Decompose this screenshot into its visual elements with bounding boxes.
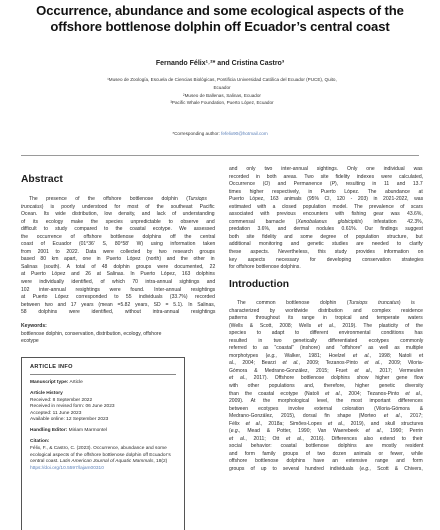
affiliation-line: ¹Museo de Zoología, Escuela de Ciencias Biológicas, Pontificia Universidad Católica del Ecuador (PUCE), Quito, (107, 77, 337, 82)
history-revised: Received in revised form: 06 June 2023 (30, 404, 115, 410)
corresponding-email-link[interactable]: fefelix90@hotmail.com (221, 131, 268, 136)
history-accepted: Accepted: 11 June 2023 (30, 410, 82, 416)
introduction-body (229, 300, 423, 474)
text-line: Félix et al., 2018a; Simões-Lopes et al., 2019), and skull structures (229, 420, 424, 427)
history-label: Article History (30, 390, 63, 396)
text-line: morphotypes (e.g., Walker, 1981; Hoelzel et al., 1998; Natoli et (229, 352, 424, 359)
text-line: difficult to study compared to the coastal ecotype. We assessed (21, 226, 216, 233)
text-line: between ecotypes involve external coloration (Viloria-Gómora & (229, 405, 424, 412)
text-line: both site fidelity and some degree of population structure, but (229, 233, 423, 240)
text-line: Gómora & Medrano-González, 2015; Fruet et al., 2017; Vermeulen (229, 367, 424, 374)
text-line: from 2001 to 2022. Data were collected by two research groups (21, 248, 215, 255)
text-line: than the coastal ecotype (Natoli et al., 2004; Tezanos-Pinto et al., (229, 390, 423, 397)
text-line: species to adapt to different environmental conditions has (229, 330, 423, 337)
text-line: 58 dolphins were identified, without intra-annual resightings (21, 309, 216, 316)
handling-editor-label: Handling Editor: (30, 428, 68, 434)
abstract-body (21, 196, 215, 317)
text-line: at Puerto López and 26 at Salinas. In Puerto López, 163 dolphins (21, 271, 215, 278)
text-line: Puerto López, 163 animals (95% CI, 120 - 203) in 2021-2022, was (229, 196, 424, 203)
text-line: additional monitoring and genetic studies are needed to clarify (229, 241, 423, 248)
text-line: Occurrence (O) and Permanence (P), resulting in 11 and 13.7 (229, 181, 423, 188)
text-line: key aspects necessary for developing conservation strategies (229, 256, 424, 263)
handling-editor-value: Miriam Marmontel (67, 428, 108, 434)
keywords-line: ecotype (21, 338, 39, 345)
text-line: with other populations and, therefore, higher genetic diversity (229, 383, 424, 390)
text-line: Medrano-González, 2015), dorsal fin shape (Morteo et al., 2017; (229, 413, 423, 420)
paper-title-line: offshore bottlenose dolphin off Ecuador’s central coast (50, 19, 390, 34)
keywords-block (21, 323, 215, 346)
text-line: Salinas (south). A total of 48 dolphin groups were documented, 22 (21, 263, 216, 270)
text-line: were individually identified, of which 70 intra-annual sightings and (21, 279, 216, 286)
text-line: and only two inter-annual sightings. Only one individual was (229, 166, 423, 172)
text-line: based 80 km apart, one in Puerto López (north) and the other in (21, 256, 215, 263)
abstract-heading: Abstract (21, 174, 63, 185)
text-line: predation 3.6%, and dermal nodules 0.61%. Our findings suggest (229, 226, 423, 233)
history-online: Available online: 12 September 2023 (30, 417, 109, 423)
affiliation-line: Ecuador (213, 84, 231, 90)
text-line: associated with previous encounters with fishing gear was 43.6%, (229, 211, 423, 218)
text-line: 2009). At the morphological level, the most important differences (229, 398, 423, 405)
affiliations (92, 76, 352, 107)
text-line: referred to as “coastal” (inshore) and “offshore” as well as multiple (229, 345, 424, 352)
text-line: et al., 2011; Ott et al., 2016). Differences also extend to their (229, 435, 423, 442)
text-line: offshore bottlenose dolphins have an extensive range and form (229, 458, 423, 465)
text-line: commensal barnacle (Xenobalanus globicipitis) infestation 42.3%, (229, 218, 424, 225)
text-line: Ocean. Its wide distribution, low density, and lack of understanding (21, 211, 215, 218)
citation-doi-link[interactable]: https://doi.org/10.5597/lajam00310 (30, 465, 104, 471)
text-line: resulted in two genetically differentiated ecotypes commonly (229, 337, 424, 344)
text-line: The common bottlenose dolphin (Tursiops truncatus) is (237, 300, 415, 306)
text-line: characterized by worldwide distribution and complex residence (229, 307, 423, 314)
citation-line: ecological aspects of the offshore bottlenose dolphin off Ecuador’s (30, 452, 171, 458)
text-line: (Wells & Scott, 2008; Wells et al., 2019). The plasticity of the (229, 322, 423, 329)
author-list: Fernando Félix¹˒²* and Cristina Castro³ (155, 60, 285, 67)
text-line: recorded in both areas. Two site fidelity indexes were calculated, (229, 173, 424, 180)
text-line: (e.g., Mead & Potter, 1990; Van Waerebeek et al., 1990; Perrin (229, 428, 424, 435)
text-line: groups of up to several hundred individuals (e.g., Scott & Chivers, (229, 466, 423, 473)
paper-title (0, 3, 440, 35)
paper-title-line: Occurrence, abundance and some ecological aspects of the (36, 3, 404, 18)
text-line: for offshore bottlenose dolphins. (229, 264, 301, 271)
text-line: social behavior: coastal bottlenose dolphins are mostly resident (229, 443, 424, 450)
introduction-heading: Introduction (229, 279, 290, 290)
citation-line: central coast. Latin American Journal of Aquatic Mammals, 18(2) (30, 459, 168, 465)
text-line: patterns throughout its range in tropical and temperate waters (229, 315, 423, 322)
affiliation-line: ²Museo de Ballenas, Salinas, Ecuador (183, 92, 261, 98)
keywords-label: Keywords: (21, 323, 47, 329)
text-line: the occurrence of offshore bottlenose dolphins off the central (21, 233, 216, 240)
text-line: between two and 17 years (mean =5.82 years, SD = 5.1). In Salinas, (21, 301, 216, 308)
text-line: coast of Ecuador (01°36′ S, 80°58′ W) using information taken (21, 241, 216, 248)
text-line: et al., 2017). Offshore bottlenose dolphins show higher gene flow (229, 375, 424, 382)
article-info-box (21, 357, 185, 530)
citation-label: Citation: (30, 439, 50, 445)
text-line: truncatus) is poorly understood for most of the southeast Pacific (21, 203, 215, 210)
text-line: times higher respectively, in Puerto López. The abundance at (229, 188, 423, 195)
citation-line: Félix, F., & Castro, C. (2023). Occurrence, abundance and some (30, 445, 167, 451)
corresponding-author (0, 131, 440, 136)
text-line: estimated with a closed population model. The prevalence of scars (229, 203, 423, 210)
text-line: these aspects. Nevertheless, this study provides information on (229, 249, 424, 256)
text-line: al., 2004; Bearzi et al., 2009; Tezanos-Pinto et al., 2009; Viloria- (229, 360, 424, 367)
keywords-line: bottlenose dolphin, conservation, distribution, ecology, offshore (21, 330, 162, 337)
manuscript-type (30, 380, 176, 387)
affiliation-line: ³Pacific Whale Foundation, Puerto López, Ecuador (170, 100, 274, 106)
text-line: and form family groups of two dozen animals or fewer, while (229, 450, 423, 457)
text-line: of its ecology make the species unpredictable to observe and (21, 218, 215, 225)
text-line: at Puerto López corresponded to 55 individuals (33.7%) recorded (21, 294, 215, 301)
handling-editor (30, 428, 176, 435)
manuscript-type-label: Manuscript type: (30, 380, 69, 385)
text-line: 102 inter-annual resightings were found. Inter-annual resightings (21, 286, 216, 293)
header-divider (21, 155, 419, 156)
text-line: The presence of the offshore bottlenose dolphin (Tursiops (29, 196, 207, 202)
abstract-continuation (229, 166, 423, 272)
history-received: Received: 8 September 2022 (30, 397, 93, 403)
manuscript-type-value: Article (68, 380, 83, 385)
article-info-heading: ARTICLE INFO (30, 364, 176, 375)
corresponding-label: *Corresponding author: (172, 131, 222, 136)
